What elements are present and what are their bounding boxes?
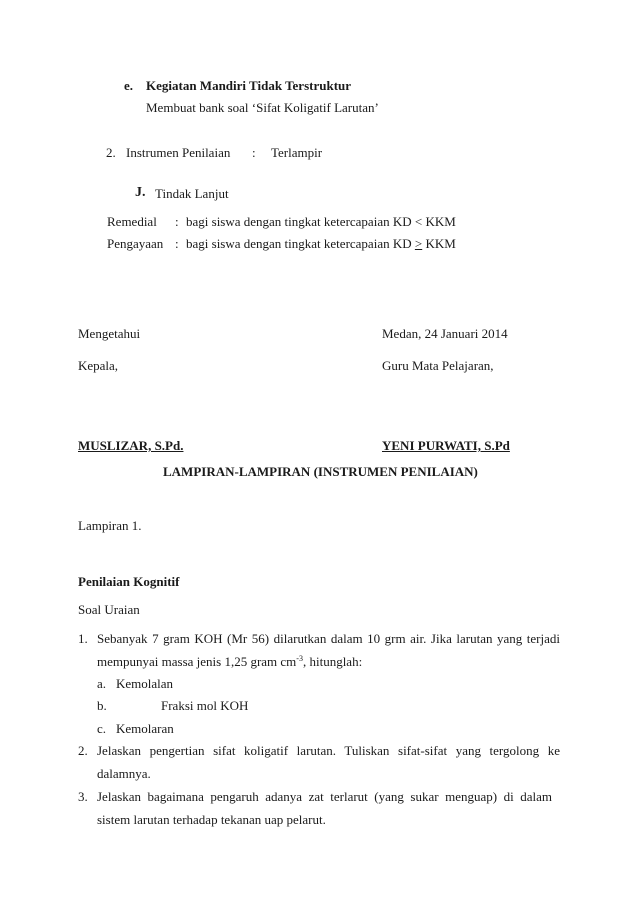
section-e-title: Kegiatan Mandiri Tidak Terstruktur	[146, 78, 352, 93]
soal-uraian-title: Soal Uraian	[78, 602, 140, 617]
remedial-label: Remedial	[107, 214, 157, 229]
lampiran-heading: LAMPIRAN-LAMPIRAN (INSTRUMEN PENILAIAN)	[163, 464, 478, 479]
q2-number: 2.	[78, 743, 88, 758]
q3-line1: Jelaskan bagaimana pengaruh adanya zat terlarut (yang sukar menguap) di dalam	[97, 789, 552, 804]
principal-name: MUSLIZAR, S.Pd.	[78, 438, 184, 453]
section-e-text: Membuat bank soal ‘Sifat Koligatif Larutan’	[146, 100, 379, 115]
instrumen-number: 2.	[106, 145, 116, 160]
q1-item-b-marker: b.	[97, 698, 107, 713]
q1-item-b-text: Fraksi mol KOH	[161, 698, 249, 713]
q1-item-c-marker: c.	[97, 721, 107, 736]
q3-line2: sistem larutan terhadap tekanan uap pelarut.	[97, 812, 326, 827]
q1-item-a-marker: a.	[97, 676, 107, 691]
tindak-lanjut-marker: J.	[135, 185, 146, 200]
q1-line2: mempunyai massa jenis 1,25 gram $cm^{-3}$, hitunglah:	[97, 654, 363, 669]
pengayaan-colon: :	[175, 236, 179, 251]
q2-line1: Jelaskan pengertian sifat koligatif larutan. Tuliskan sifat-sifat yang tergolong ke	[97, 743, 560, 758]
teacher-name: YENI PURWATI, S.Pd	[382, 438, 510, 453]
remedial-colon: :	[175, 214, 179, 229]
q1-item-a-text: Kemolalan	[116, 676, 174, 691]
q1-number: 1.	[78, 631, 88, 646]
pengayaan-label: Pengayaan	[107, 236, 164, 251]
instrumen-value: Terlampir	[271, 145, 323, 160]
q2-line2: dalamnya.	[97, 766, 151, 781]
instrumen-label: Instrumen Penilaian	[126, 145, 231, 160]
section-e-marker: e.	[124, 78, 134, 93]
penilaian-kognitif-title: Penilaian Kognitif	[78, 574, 180, 589]
q1-item-c-text: Kemolaran	[116, 721, 174, 736]
pengayaan-text: bagi siswa dengan tingkat ketercapaian KD > KKM	[186, 236, 456, 251]
q3-number: 3.	[78, 789, 88, 804]
mengetahui-text: Mengetahui	[78, 326, 141, 341]
place-date: Medan, 24 Januari 2014	[382, 326, 508, 341]
guru-text: Guru Mata Pelajaran,	[382, 358, 494, 373]
greater-equal-symbol: >	[414, 236, 423, 251]
kepala-text: Kepala,	[78, 358, 119, 373]
lampiran-1-label: Lampiran 1.	[78, 518, 142, 533]
tindak-lanjut-title: Tindak Lanjut	[155, 186, 229, 201]
instrumen-colon: :	[252, 145, 256, 160]
remedial-text: bagi siswa dengan tingkat ketercapaian KD < KKM	[186, 214, 456, 229]
q1-line1: Sebanyak 7 gram KOH (Mr 56) dilarutkan dalam 10 grm air. Jika larutan yang terjadi	[97, 631, 560, 646]
